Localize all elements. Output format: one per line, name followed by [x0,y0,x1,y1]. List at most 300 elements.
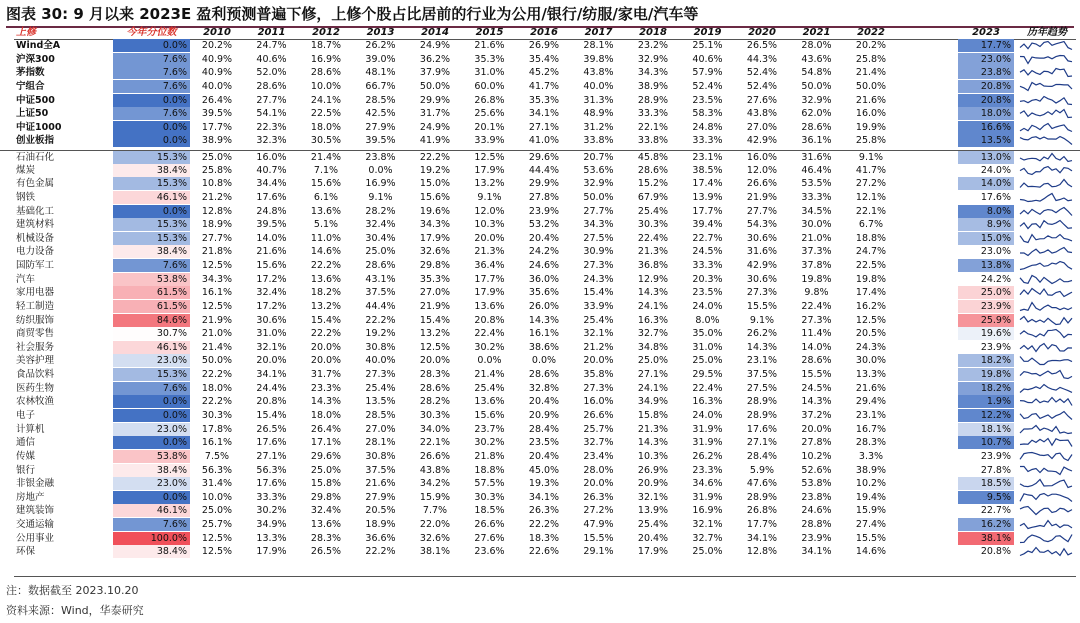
year-cell: 30.2% [256,505,287,517]
year-cell: 20.1% [474,121,505,133]
year-cell: 18.3% [528,532,560,544]
table-row [0,134,1080,147]
footnote: 注：数据截至 2023.10.20 [6,584,139,597]
year-cell: 25.0% [692,546,723,558]
trend-sparkline [1018,301,1074,312]
year-cell: 22.5% [855,260,887,272]
year-cell: 36.8% [637,260,669,272]
year-cell: 16.0% [583,396,614,408]
year-cell: 30.4% [365,232,396,244]
percentile-cell: 7.6% [113,107,190,120]
year-cell: 23.1% [746,355,778,367]
year-cell: 10.2% [855,478,887,490]
sparkline-path [1020,357,1072,365]
table-row [0,464,1080,477]
year-cell: 14.3% [528,314,560,326]
table-row [0,423,1080,436]
year-cell: 17.9% [474,164,505,176]
year-cell: 12.5% [474,152,505,164]
year-cell: 18.5% [474,505,505,517]
year-cell: 14.3% [637,437,669,449]
year-2023-cell: 20.8% [958,545,1014,558]
year-cell: 18.7% [310,40,342,51]
year-cell: 28.5% [365,94,396,106]
year-cell: 34.5% [801,205,832,217]
sparkline-path [1020,262,1072,270]
year-cell: 21.4% [855,67,887,79]
sparkline-path [1020,452,1072,460]
percentile-cell: 0.0% [113,94,190,107]
row-name: 中证1000 [16,121,62,133]
year-cell: 32.9% [801,94,832,106]
trend-sparkline [1018,328,1074,339]
percentile-cell: 0.0% [113,121,190,134]
percentile-cell: 15.3% [113,177,190,190]
year-cell: 26.5% [310,546,342,558]
year-cell: 0.0% [477,355,502,367]
trend-sparkline [1018,122,1074,133]
year-cell: 7.1% [313,164,339,176]
trend-sparkline [1018,546,1074,557]
year-cell: 38.1% [419,546,451,558]
year-cell: 31.4% [201,478,233,490]
trend-sparkline [1018,424,1074,435]
year-cell: 28.5% [365,410,396,421]
header-year: 2010 [203,27,231,38]
percentile-cell: 23.0% [113,477,190,490]
year-cell: 46.4% [801,164,832,176]
row-name: 纺织服饰 [16,314,55,326]
year-cell: 34.1% [256,369,287,381]
year-cell: 30.8% [365,341,396,353]
row-name: 沪深300 [16,53,55,65]
trend-sparkline [1018,192,1074,203]
year-cell: 20.3% [692,273,723,285]
trend-sparkline [1018,383,1074,394]
year-2023-cell: 19.8% [958,368,1014,381]
year-cell: 13.9% [637,505,669,517]
year-cell: 24.2% [528,246,560,258]
trend-sparkline [1018,206,1074,217]
year-cell: 14.3% [310,396,342,408]
year-cell: 34.1% [801,546,832,558]
year-cell: 13.6% [474,396,505,408]
sparkline-path [1020,110,1072,118]
year-cell: 19.8% [801,273,832,285]
trend-sparkline [1018,40,1074,51]
year-2023-cell: 1.9% [958,395,1014,408]
year-cell: 54.3% [746,219,778,231]
year-cell: 60.0% [474,80,505,92]
table-row [0,39,1080,52]
year-cell: 9.8% [804,287,829,299]
sparkline-path [1020,234,1072,242]
trend-sparkline [1018,355,1074,366]
trend-sparkline [1018,287,1074,298]
year-cell: 41.0% [528,135,560,147]
year-cell: 22.4% [474,328,505,340]
year-cell: 30.3% [419,410,451,421]
row-name: 电子 [16,410,36,421]
year-cell: 12.1% [855,191,887,203]
row-name: 环保 [16,546,36,558]
trend-sparkline [1018,342,1074,353]
row-name: 钢铁 [16,191,36,203]
year-cell: 28.0% [801,40,832,51]
year-cell: 52.4% [692,80,723,92]
year-2023-cell: 25.9% [958,314,1014,327]
row-name: 汽车 [16,273,36,285]
year-cell: 18.0% [201,382,233,394]
year-cell: 21.6% [256,246,287,258]
year-cell: 24.1% [637,382,669,394]
percentile-cell: 100.0% [113,532,190,545]
percentile-cell: 15.3% [113,232,190,245]
year-cell: 32.9% [583,178,614,190]
year-cell: 20.4% [528,450,560,462]
year-cell: 40.0% [365,355,396,367]
year-cell: 26.6% [474,519,505,531]
year-cell: 25.8% [201,164,233,176]
year-cell: 12.5% [201,300,233,312]
year-cell: 16.9% [692,505,723,517]
year-cell: 31.0% [692,341,723,353]
year-cell: 17.6% [256,437,287,449]
year-cell: 25.1% [692,40,723,51]
year-cell: 17.4% [692,178,723,190]
year-cell: 17.8% [201,423,233,435]
trend-sparkline [1018,54,1074,65]
year-cell: 31.6% [801,152,832,164]
table-row [0,218,1080,231]
year-cell: 31.9% [692,437,723,449]
year-cell: 12.0% [746,164,778,176]
header-percentile: 今年分位数 [126,27,177,38]
percentile-cell: 53.8% [113,273,190,286]
year-cell: 21.6% [365,478,396,490]
year-cell: 23.8% [365,152,396,164]
year-cell: 8.0% [695,314,720,326]
year-cell: 40.9% [201,67,233,79]
year-cell: 31.9% [692,491,723,503]
year-cell: 23.1% [692,152,723,164]
year-cell: 12.5% [201,260,233,272]
year-cell: 6.7% [858,219,884,231]
year-cell: 20.5% [365,505,396,517]
year-cell: 22.2% [310,328,342,340]
sparkline-path [1020,521,1072,529]
year-cell: 13.2% [474,178,505,190]
year-cell: 62.0% [801,108,832,120]
sparkline-path [1020,248,1072,256]
year-cell: 31.7% [419,108,451,120]
year-cell: 14.3% [637,287,669,299]
year-cell: 21.8% [201,246,233,258]
year-cell: 32.3% [256,135,287,147]
table-row [0,409,1080,422]
year-cell: 23.9% [801,532,832,544]
year-cell: 50.0% [855,80,887,92]
year-cell: 23.5% [692,287,723,299]
year-cell: 12.5% [855,314,887,326]
year-cell: 22.4% [637,232,669,244]
year-cell: 26.2% [365,40,396,51]
year-cell: 22.1% [637,121,669,133]
year-cell: 31.0% [256,328,287,340]
year-cell: 16.9% [365,178,396,190]
percentile-cell: 0.0% [113,491,190,504]
row-name: 农林牧渔 [16,396,55,408]
row-name: 交通运输 [16,519,55,531]
year-cell: 32.4% [365,219,396,231]
year-cell: 17.4% [855,287,887,299]
year-cell: 56.3% [201,464,233,476]
year-2023-cell: 23.0% [958,245,1014,258]
year-cell: 18.9% [365,519,396,531]
year-2023-cell: 13.0% [958,151,1014,164]
year-cell: 25.7% [583,423,614,435]
year-cell: 32.4% [256,287,287,299]
year-cell: 31.6% [746,246,778,258]
row-name: 非银金融 [16,478,55,490]
year-cell: 21.6% [855,382,887,394]
year-cell: 45.8% [637,152,669,164]
year-cell: 24.1% [310,94,342,106]
sparkline-path [1020,221,1072,229]
year-cell: 25.0% [692,355,723,367]
year-cell: 15.6% [256,260,287,272]
year-cell: 21.4% [310,152,342,164]
year-cell: 50.0% [583,191,614,203]
year-cell: 24.7% [855,246,887,258]
year-cell: 15.2% [637,178,669,190]
year-cell: 35.3% [419,273,451,285]
year-cell: 25.4% [637,205,669,217]
sparkline-path [1020,507,1072,515]
year-cell: 28.6% [528,369,560,381]
year-cell: 16.3% [637,314,669,326]
header-year: 2020 [748,27,776,38]
year-cell: 30.0% [855,355,887,367]
year-cell: 25.0% [310,464,342,476]
year-cell: 19.2% [365,328,396,340]
year-2023-cell: 15.0% [958,232,1014,245]
year-cell: 5.9% [749,464,775,476]
year-cell: 40.0% [583,80,614,92]
table-row [0,450,1080,463]
year-cell: 26.3% [528,505,560,517]
year-cell: 37.5% [365,464,396,476]
year-2023-cell: 23.9% [958,300,1014,313]
trend-sparkline [1018,369,1074,380]
year-cell: 24.7% [256,40,287,51]
trend-sparkline [1018,533,1074,544]
sparkline-path [1020,330,1072,338]
year-cell: 25.4% [365,382,396,394]
year-cell: 28.6% [310,67,342,79]
year-cell: 26.6% [583,410,614,421]
year-cell: 21.9% [746,191,778,203]
year-cell: 20.4% [528,232,560,244]
year-cell: 33.3% [692,135,723,147]
year-2023-cell: 14.0% [958,177,1014,190]
sparkline-path [1020,425,1072,433]
table-row [0,491,1080,504]
year-cell: 47.6% [746,478,778,490]
percentile-cell: 38.4% [113,164,190,177]
trend-sparkline [1018,67,1074,78]
year-cell: 22.2% [419,152,451,164]
year-cell: 31.9% [692,423,723,435]
year-cell: 15.5% [746,300,778,312]
year-2023-cell: 9.5% [958,491,1014,504]
year-cell: 25.6% [474,108,505,120]
table-row [0,354,1080,367]
sparkline-path [1020,123,1072,131]
percentile-cell: 7.6% [113,66,190,79]
year-cell: 24.9% [419,40,451,51]
table-row [0,436,1080,449]
year-cell: 28.2% [365,205,396,217]
year-cell: 27.7% [583,205,614,217]
year-cell: 52.6% [801,464,832,476]
year-cell: 25.0% [201,505,233,517]
year-cell: 0.0% [531,355,557,367]
year-cell: 10.8% [201,178,233,190]
sparkline-path [1020,466,1072,474]
year-cell: 16.0% [256,152,287,164]
year-cell: 27.1% [746,437,778,449]
year-cell: 23.7% [474,423,505,435]
year-cell: 37.3% [801,246,832,258]
year-cell: 39.5% [256,219,287,231]
sparkline-path [1020,154,1072,162]
year-cell: 20.0% [583,355,614,367]
sparkline-path [1020,193,1072,201]
year-cell: 21.6% [474,40,505,51]
year-cell: 12.8% [201,205,233,217]
year-cell: 38.9% [637,80,669,92]
year-cell: 28.6% [637,164,669,176]
year-2023-cell: 24.0% [958,164,1014,177]
header-trend: 历年趋势 [1027,27,1067,38]
year-cell: 27.1% [256,450,287,462]
sparkline-path [1020,96,1072,104]
sparkline-path [1020,439,1072,447]
table-row [0,53,1080,66]
year-cell: 21.3% [637,423,669,435]
year-cell: 23.6% [474,546,505,558]
year-cell: 34.1% [528,491,560,503]
year-cell: 29.6% [310,450,342,462]
year-cell: 53.8% [801,478,832,490]
year-cell: 26.9% [528,40,560,51]
year-cell: 29.4% [855,396,887,408]
year-cell: 57.9% [692,67,723,79]
year-cell: 19.9% [855,121,887,133]
year-cell: 20.4% [637,532,669,544]
year-cell: 30.6% [746,273,778,285]
year-cell: 16.9% [310,53,342,65]
bottom-rule [14,576,1076,577]
year-cell: 14.6% [855,546,887,558]
year-cell: 42.5% [365,108,396,120]
sparkline-path [1020,412,1072,420]
year-cell: 34.4% [256,178,287,190]
year-cell: 32.7% [692,532,723,544]
year-cell: 43.1% [365,273,396,285]
year-cell: 13.2% [419,328,451,340]
year-cell: 9.1% [477,191,502,203]
year-cell: 30.2% [474,341,505,353]
year-cell: 54.1% [256,108,287,120]
sparkline-path [1020,493,1072,501]
year-cell: 28.0% [583,464,614,476]
year-cell: 40.9% [201,53,233,65]
year-cell: 43.6% [801,53,832,65]
year-cell: 29.1% [583,546,614,558]
year-cell: 9.1% [858,152,884,164]
year-cell: 22.0% [419,519,451,531]
year-cell: 28.3% [855,437,887,449]
year-cell: 21.0% [201,328,233,340]
year-cell: 17.9% [474,287,505,299]
year-cell: 14.3% [801,396,832,408]
year-2023-cell: 10.7% [958,436,1014,449]
year-cell: 13.6% [474,300,505,312]
trend-sparkline [1018,478,1074,489]
year-cell: 12.5% [201,546,233,558]
sparkline-path [1020,55,1072,63]
row-name: 煤炭 [16,164,36,176]
table-row [0,273,1080,286]
table-row [0,545,1080,558]
percentile-cell: 7.6% [113,518,190,531]
year-cell: 39.5% [365,135,396,147]
year-cell: 33.3% [692,260,723,272]
year-2023-cell: 38.1% [958,532,1014,545]
year-cell: 15.0% [419,178,451,190]
sparkline-path [1020,275,1072,283]
year-cell: 30.5% [310,135,342,147]
year-cell: 23.9% [528,205,560,217]
percentile-cell: 0.0% [113,409,190,422]
header-year: 2011 [257,27,286,38]
sparkline-path [1020,384,1072,392]
header-year: 2021 [802,27,831,38]
year-cell: 48.9% [583,108,614,120]
year-cell: 32.6% [419,532,451,544]
percentile-cell: 46.1% [113,341,190,354]
year-cell: 21.3% [637,246,669,258]
year-cell: 3.3% [858,450,884,462]
year-cell: 22.2% [528,519,560,531]
year-cell: 28.6% [801,355,832,367]
table-row [0,518,1080,531]
year-cell: 37.8% [801,260,832,272]
year-cell: 58.3% [692,108,723,120]
sparkline-path [1020,69,1072,77]
row-name: 美容护理 [16,355,55,367]
year-cell: 33.3% [637,108,669,120]
table-row [0,477,1080,490]
year-cell: 28.6% [256,80,287,92]
year-cell: 38.5% [692,164,723,176]
table-row [0,286,1080,299]
year-cell: 13.3% [855,369,887,381]
year-cell: 15.6% [474,410,505,421]
year-cell: 15.4% [256,410,287,421]
